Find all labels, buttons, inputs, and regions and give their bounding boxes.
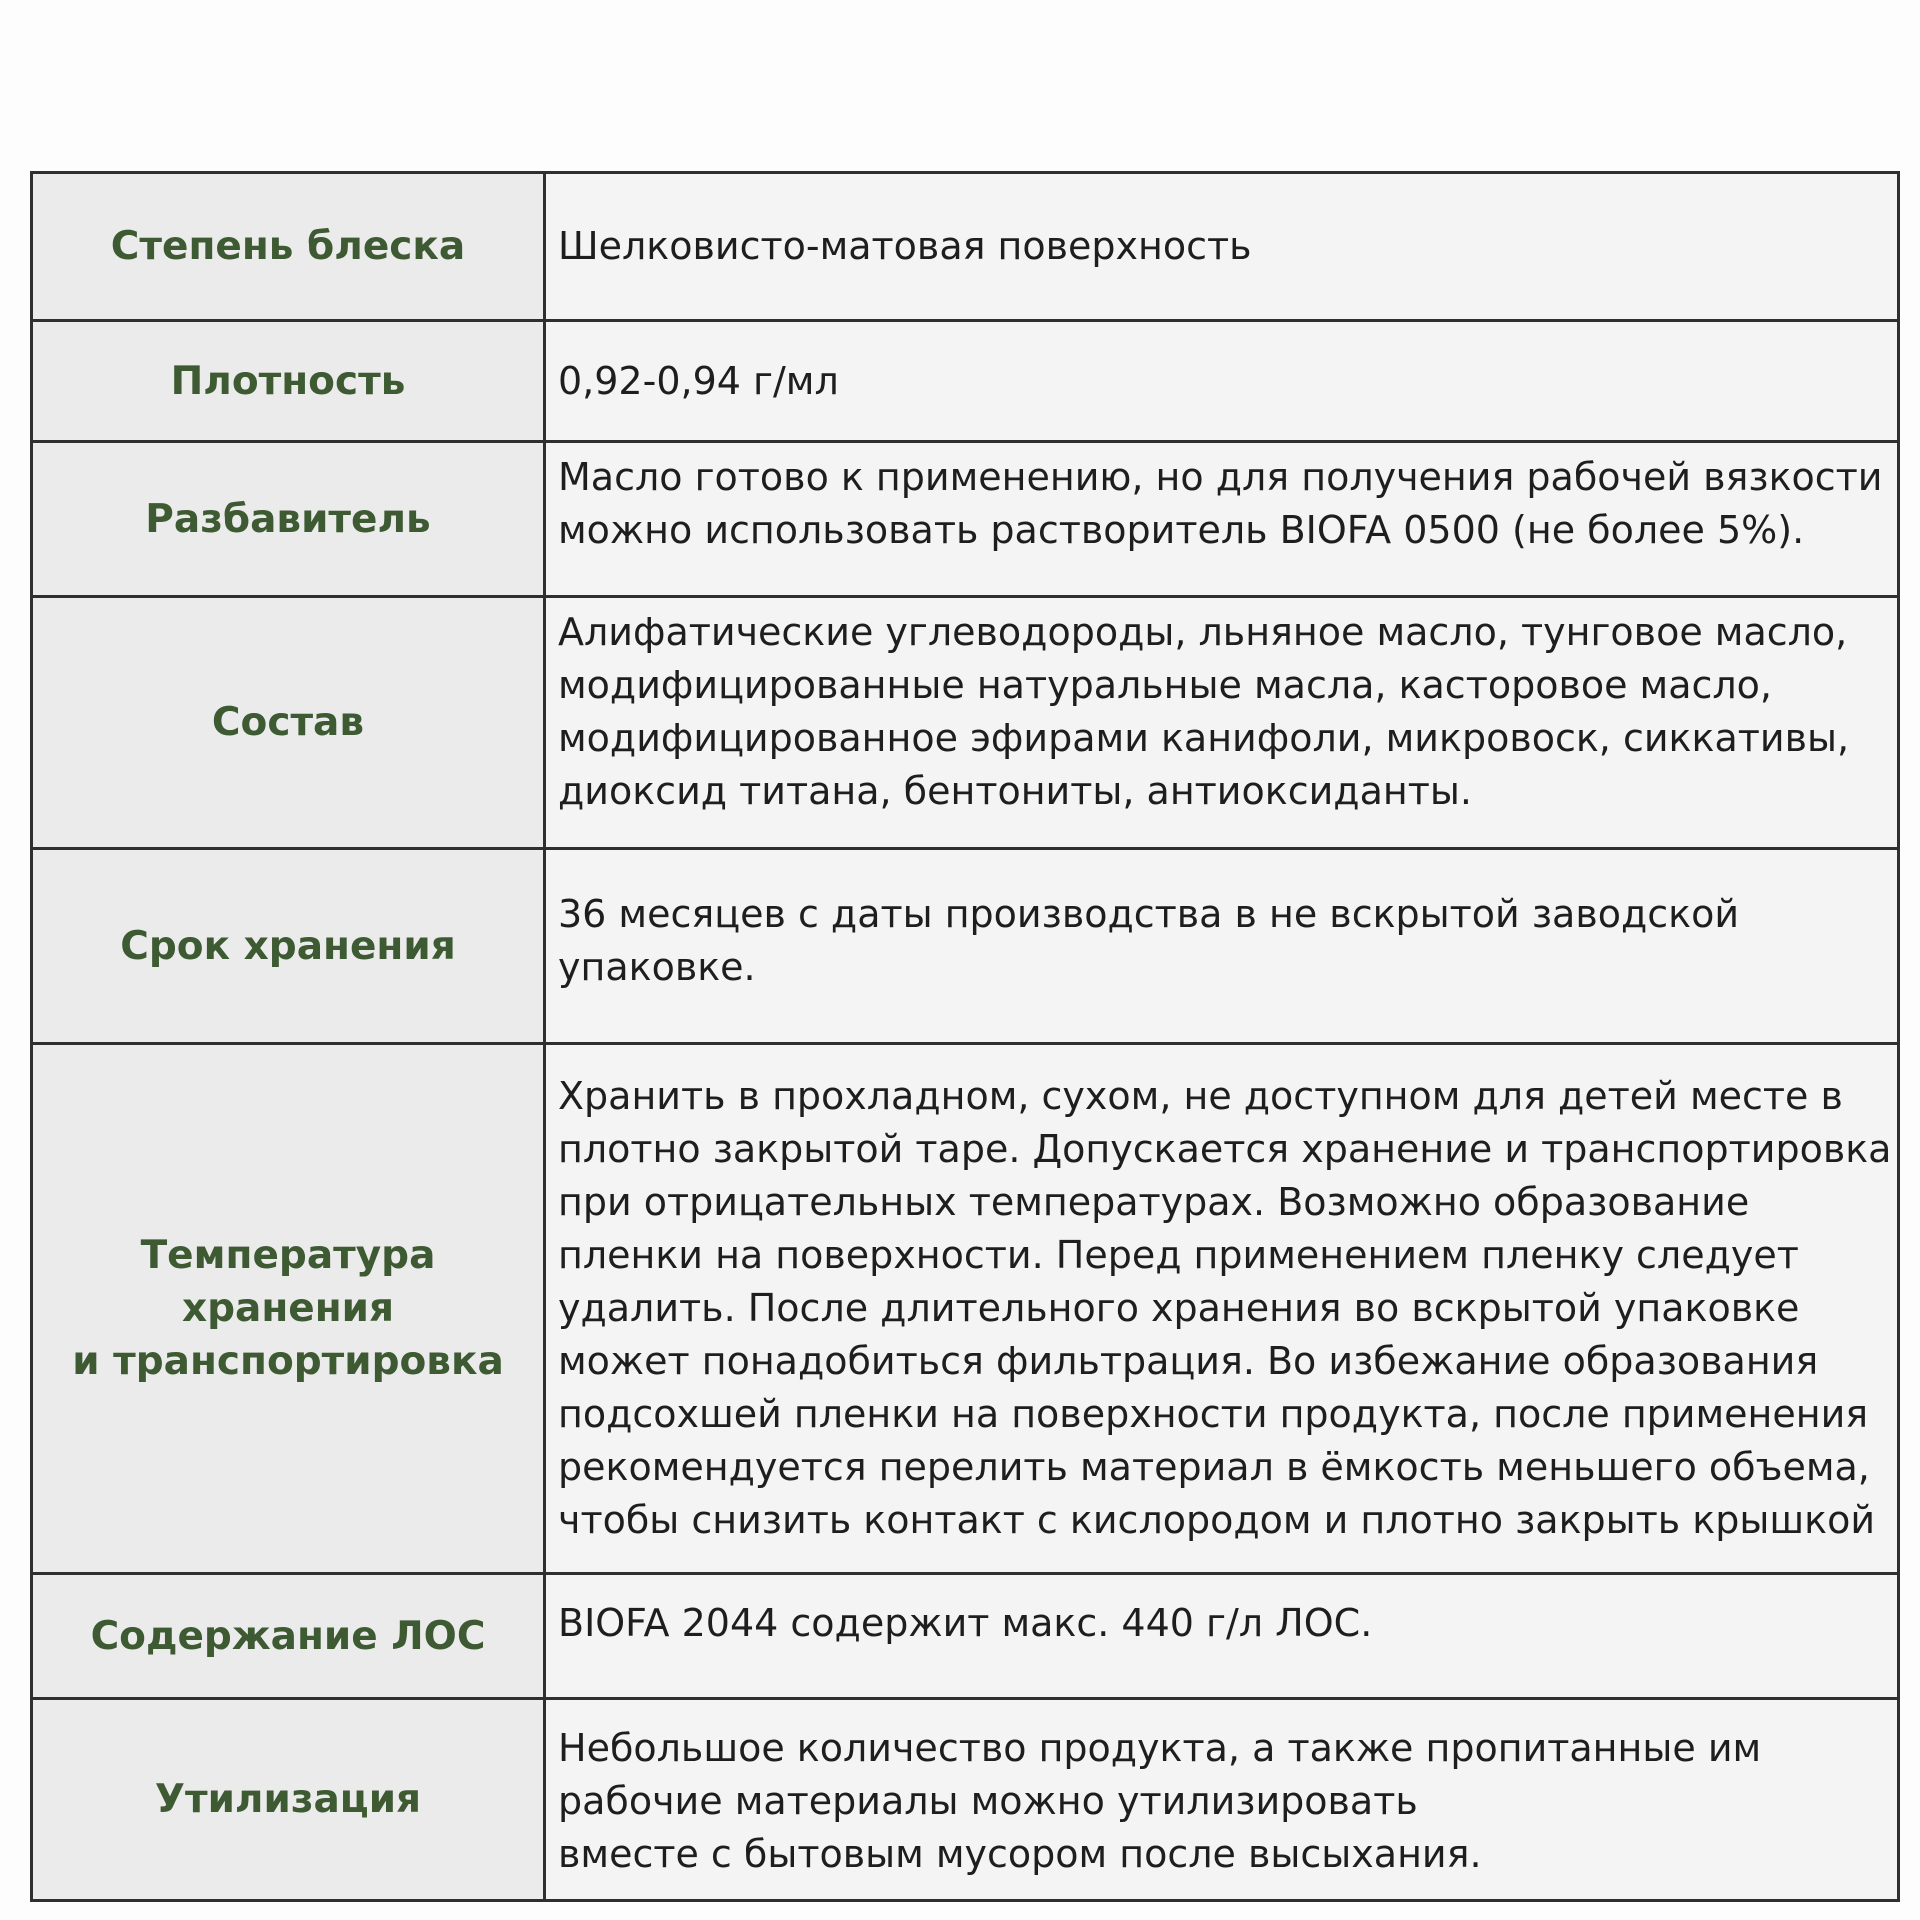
table-row xyxy=(32,1574,1899,1699)
table-row xyxy=(32,1044,1899,1574)
table-row xyxy=(32,597,1899,849)
row-value-disposal: Небольшое количество продукта, а также пропитанные им рабочие материалы можно утилизировать вместе с бытовым мусором после высыхания. xyxy=(545,1699,1899,1901)
row-value-voc-content: BIOFA 2044 содержит макс. 440 г/л ЛОС. xyxy=(545,1574,1899,1699)
row-label-voc-content: Содержание ЛОС xyxy=(32,1574,545,1699)
row-value-thinner: Масло готово к применению, но для получения рабочей вязкости можно использовать растворитель BIOFA 0500 (не более 5%). xyxy=(545,442,1899,597)
row-label-density: Плотность xyxy=(32,321,545,442)
row-value-storage-temperature: Хранить в прохладном, сухом, не доступном для детей месте в плотно закрытой таре. Допускается хранение и транспортировка при отрицательных температурах. Возможно образование пленки на поверхности. Перед применением пленку следует удалить. После длительного хранения во вскрытой упаковке может понадобиться фильтрация. Во избежание образования подсохшей пленки на поверхности продукта, после применения рекомендуется перелить материал в ёмкость меньшего объема, чтобы снизить контакт с кислородом и плотно закрыть крышкой xyxy=(545,1044,1899,1574)
row-label-storage-temperature: Температура хранения и транспортировка xyxy=(32,1044,545,1574)
table-row xyxy=(32,1699,1899,1901)
row-value-density: 0,92-0,94 г/мл xyxy=(545,321,1899,442)
row-label-gloss: Степень блеска xyxy=(32,173,545,321)
row-label-composition: Состав xyxy=(32,597,545,849)
table-row xyxy=(32,321,1899,442)
row-value-composition: Алифатические углеводороды, льняное масло, тунговое масло, модифицированные натуральные масла, касторовое масло, модифицированное эфирами канифоли, микровоск, сиккативы, диоксид титана, бентониты, антиоксиданты. xyxy=(545,597,1899,849)
table-row xyxy=(32,173,1899,321)
row-value-shelf-life: 36 месяцев с даты производства в не вскрытой заводской упаковке. xyxy=(545,849,1899,1044)
row-label-shelf-life: Срок хранения xyxy=(32,849,545,1044)
product-spec-table xyxy=(30,171,1900,1902)
row-label-thinner: Разбавитель xyxy=(32,442,545,597)
row-value-gloss: Шелковисто-матовая поверхность xyxy=(545,173,1899,321)
row-label-disposal: Утилизация xyxy=(32,1699,545,1901)
table-row xyxy=(32,442,1899,597)
table-row xyxy=(32,849,1899,1044)
